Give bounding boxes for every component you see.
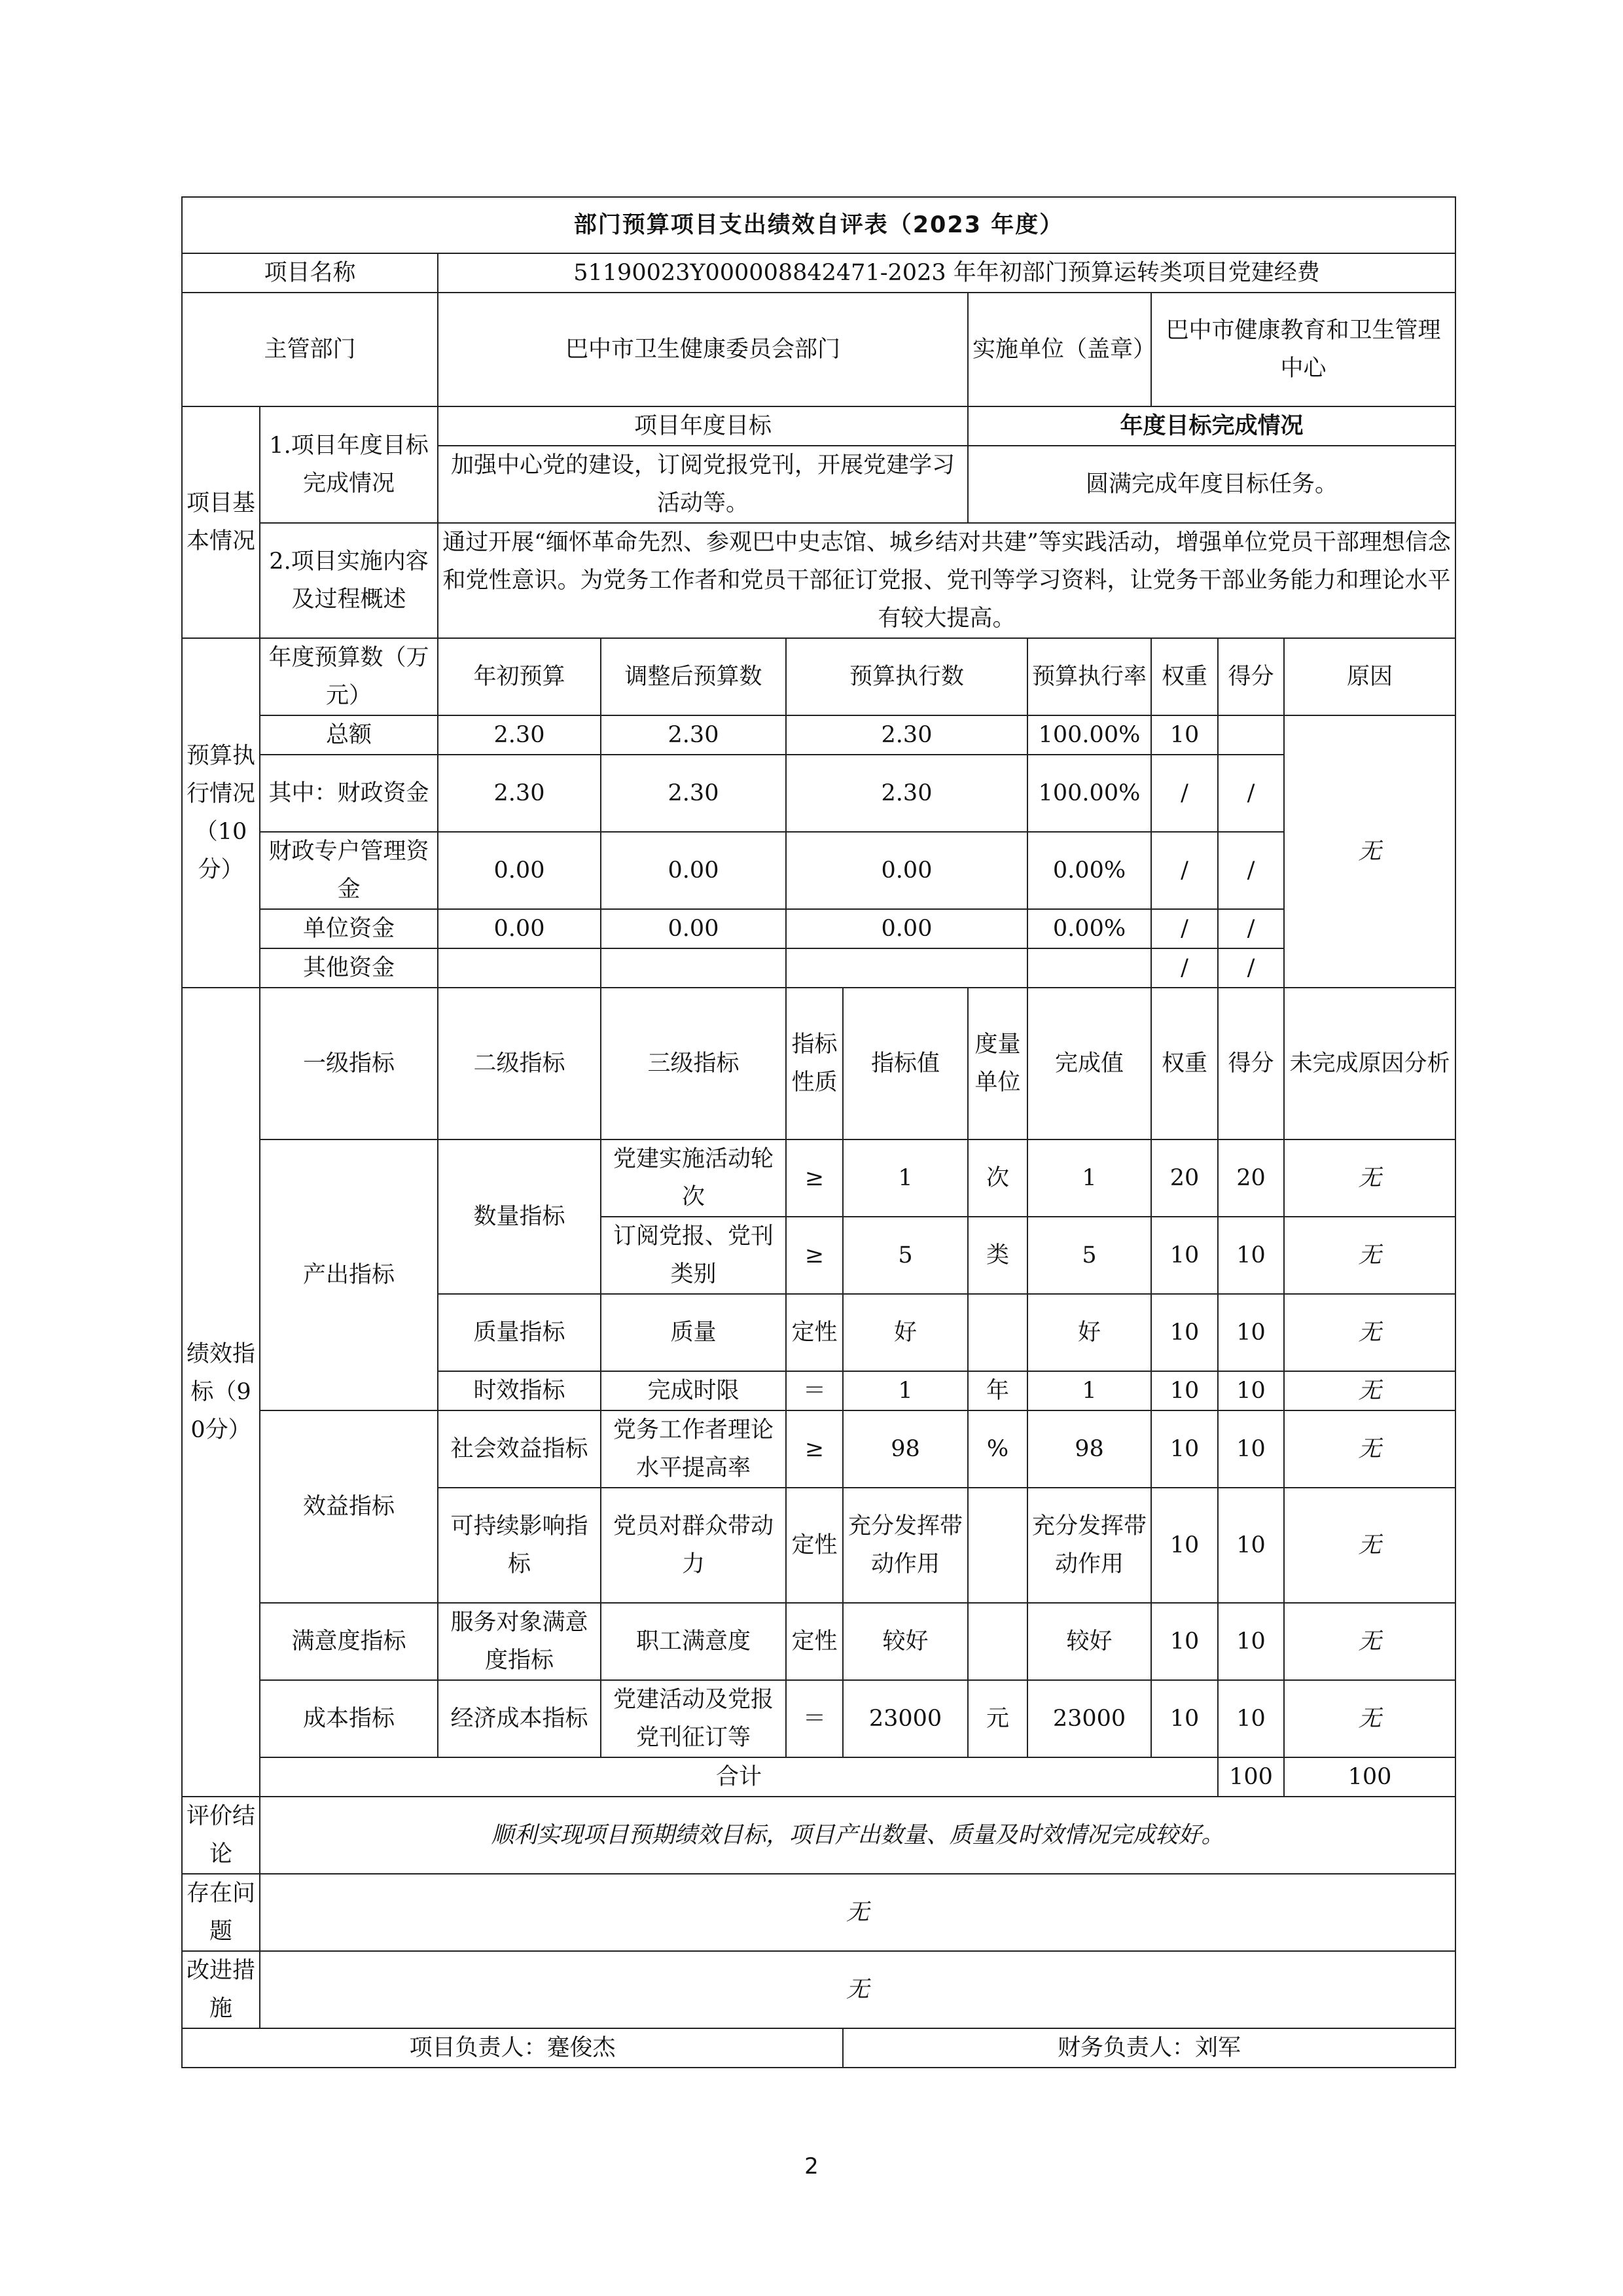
indicator-weight: 10: [1151, 1294, 1218, 1371]
performance-evaluation-form: [181, 196, 1456, 2068]
budget-score: [1218, 715, 1284, 755]
project-name-label: 项目名称: [182, 253, 438, 293]
budget-initial: 0.00: [438, 832, 601, 909]
indicator-unit: 类: [968, 1217, 1027, 1294]
perf-header: 权重: [1151, 988, 1218, 1139]
level1-benefit: 效益指标: [260, 1410, 438, 1603]
indicator-name: 党员对群众带动力: [601, 1488, 786, 1603]
budget-header: 年初预算: [438, 638, 601, 715]
annual-goal: 加强中心党的建设，订阅党报党刊，开展党建学习活动等。: [438, 446, 968, 523]
budget-executed: 0.00: [786, 832, 1027, 909]
indicator-target: 较好: [843, 1603, 968, 1680]
budget-initial: 2.30: [438, 755, 601, 832]
indicator-name: 质量: [601, 1294, 786, 1371]
level2-quantity: 数量指标: [438, 1139, 601, 1294]
indicator-score: 10: [1218, 1603, 1284, 1680]
basic-info-label: 项目基本情况: [182, 406, 260, 638]
indicator-weight: 20: [1151, 1139, 1218, 1217]
goal-status-header: 年度目标完成情况: [968, 406, 1455, 446]
dept-value: 巴中市卫生健康委员会部门: [438, 293, 968, 406]
indicator-target: 1: [843, 1371, 968, 1410]
budget-row-name: 总额: [260, 715, 438, 755]
project-lead: 项目负责人：蹇俊杰: [182, 2028, 843, 2068]
indicator-target: 1: [843, 1139, 968, 1217]
budget-weight: /: [1151, 948, 1218, 988]
perf-header: 指标值: [843, 988, 968, 1139]
indicator-target: 充分发挥带动作用: [843, 1488, 968, 1603]
perf-header: 三级指标: [601, 988, 786, 1139]
indicator-target: 5: [843, 1217, 968, 1294]
indicator-name: 党建实施活动轮次: [601, 1139, 786, 1217]
total-weight: 100: [1218, 1757, 1284, 1797]
level2-quality: 质量指标: [438, 1294, 601, 1371]
budget-weight: /: [1151, 909, 1218, 948]
level2-social: 社会效益指标: [438, 1410, 601, 1488]
budget-header: 年度预算数（万元）: [260, 638, 438, 715]
budget-header: 预算执行数: [786, 638, 1027, 715]
indicator-target: 23000: [843, 1680, 968, 1757]
indicator-reason: 无: [1284, 1603, 1455, 1680]
budget-header: 原因: [1284, 638, 1455, 715]
issues-label: 存在问题: [182, 1874, 260, 1951]
indicator-nature: 定性: [786, 1294, 843, 1371]
indicator-weight: 10: [1151, 1217, 1218, 1294]
perf-header: 得分: [1218, 988, 1284, 1139]
budget-header: 调整后预算数: [601, 638, 786, 715]
indicator-score: 10: [1218, 1294, 1284, 1371]
budget-row-name: 财政专户管理资金: [260, 832, 438, 909]
level1-output: 产出指标: [260, 1139, 438, 1410]
level2-timeliness: 时效指标: [438, 1371, 601, 1410]
budget-rate: 0.00%: [1027, 909, 1151, 948]
level1-cost: 成本指标: [260, 1680, 438, 1757]
improvement-label: 改进措施: [182, 1951, 260, 2028]
budget-executed: [786, 948, 1027, 988]
indicator-name: 职工满意度: [601, 1603, 786, 1680]
total-score: 100: [1284, 1757, 1455, 1797]
indicator-name: 党建活动及党报党刊征订等: [601, 1680, 786, 1757]
indicator-weight: 10: [1151, 1680, 1218, 1757]
indicator-score: 10: [1218, 1371, 1284, 1410]
project-name: 51190023Y000008842471-2023 年年初部门预算运转类项目党建经费: [438, 253, 1455, 293]
indicator-name: 完成时限: [601, 1371, 786, 1410]
indicator-done: 23000: [1027, 1680, 1151, 1757]
perf-header: 二级指标: [438, 988, 601, 1139]
indicator-reason: 无: [1284, 1294, 1455, 1371]
level2-service-satisfaction: 服务对象满意度指标: [438, 1603, 601, 1680]
indicator-nature: ≥: [786, 1139, 843, 1217]
indicator-weight: 10: [1151, 1410, 1218, 1488]
indicator-done: 98: [1027, 1410, 1151, 1488]
level2-economic-cost: 经济成本指标: [438, 1680, 601, 1757]
finance-lead: 财务负责人：刘军: [843, 2028, 1455, 2068]
indicator-unit: [968, 1488, 1027, 1603]
indicator-unit: [968, 1603, 1027, 1680]
budget-weight: 10: [1151, 715, 1218, 755]
indicator-reason: 无: [1284, 1371, 1455, 1410]
budget-label: 预算执行情况（10分）: [182, 638, 260, 988]
indicator-nature: ≥: [786, 1410, 843, 1488]
indicator-nature: ≥: [786, 1217, 843, 1294]
issues-text: 无: [260, 1874, 1455, 1951]
evaluation-label: 评价结论: [182, 1797, 260, 1874]
budget-weight: /: [1151, 832, 1218, 909]
indicator-unit: %: [968, 1410, 1027, 1488]
indicator-unit: 次: [968, 1139, 1027, 1217]
indicator-nature: 定性: [786, 1603, 843, 1680]
budget-executed: 2.30: [786, 715, 1027, 755]
indicator-score: 10: [1218, 1217, 1284, 1294]
budget-header: 预算执行率: [1027, 638, 1151, 715]
perf-header: 度量单位: [968, 988, 1027, 1139]
budget-executed: 0.00: [786, 909, 1027, 948]
indicator-weight: 10: [1151, 1371, 1218, 1410]
budget-adjusted: 0.00: [601, 909, 786, 948]
perf-header: 未完成原因分析: [1284, 988, 1455, 1139]
indicator-name: 订阅党报、党刊类别: [601, 1217, 786, 1294]
budget-adjusted: 0.00: [601, 832, 786, 909]
budget-rate: 0.00%: [1027, 832, 1151, 909]
budget-row-name: 其他资金: [260, 948, 438, 988]
indicator-score: 20: [1218, 1139, 1284, 1217]
indicator-reason: 无: [1284, 1488, 1455, 1603]
indicator-nature: 定性: [786, 1488, 843, 1603]
budget-initial: 2.30: [438, 715, 601, 755]
evaluation-text: 顺利实现项目预期绩效目标，项目产出数量、质量及时效情况完成较好。: [260, 1797, 1455, 1874]
indicator-nature: ＝: [786, 1680, 843, 1757]
process-label: 2.项目实施内容及过程概述: [260, 523, 438, 638]
budget-initial: [438, 948, 601, 988]
indicator-weight: 10: [1151, 1488, 1218, 1603]
goal-completion-label: 1.项目年度目标完成情况: [260, 406, 438, 523]
total-label: 合计: [260, 1757, 1218, 1797]
budget-adjusted: 2.30: [601, 715, 786, 755]
budget-reason: 无: [1284, 715, 1455, 988]
indicator-target: 好: [843, 1294, 968, 1371]
budget-header: 权重: [1151, 638, 1218, 715]
budget-weight: /: [1151, 755, 1218, 832]
indicator-reason: 无: [1284, 1410, 1455, 1488]
indicator-score: 10: [1218, 1410, 1284, 1488]
level1-satisfaction: 满意度指标: [260, 1603, 438, 1680]
budget-row-name: 其中：财政资金: [260, 755, 438, 832]
budget-row-name: 单位资金: [260, 909, 438, 948]
indicator-unit: 年: [968, 1371, 1027, 1410]
indicator-done: 1: [1027, 1139, 1151, 1217]
perf-header: 指标性质: [786, 988, 843, 1139]
indicator-score: 10: [1218, 1488, 1284, 1603]
budget-score: /: [1218, 832, 1284, 909]
dept-label: 主管部门: [182, 293, 438, 406]
budget-adjusted: 2.30: [601, 755, 786, 832]
unit-value: 巴中市健康教育和卫生管理中心: [1151, 293, 1455, 406]
budget-adjusted: [601, 948, 786, 988]
page-number: 2: [804, 2153, 819, 2179]
indicator-score: 10: [1218, 1680, 1284, 1757]
indicator-reason: 无: [1284, 1680, 1455, 1757]
budget-score: /: [1218, 755, 1284, 832]
indicator-reason: 无: [1284, 1217, 1455, 1294]
indicator-done: 5: [1027, 1217, 1151, 1294]
indicator-name: 党务工作者理论水平提高率: [601, 1410, 786, 1488]
perf-label: 绩效指标（90分）: [182, 988, 260, 1797]
budget-rate: [1027, 948, 1151, 988]
indicator-weight: 10: [1151, 1603, 1218, 1680]
indicator-nature: ＝: [786, 1371, 843, 1410]
improvement-text: 无: [260, 1951, 1455, 2028]
perf-header: 一级指标: [260, 988, 438, 1139]
level2-sustainable: 可持续影响指标: [438, 1488, 601, 1603]
budget-header: 得分: [1218, 638, 1284, 715]
indicator-done: 较好: [1027, 1603, 1151, 1680]
indicator-reason: 无: [1284, 1139, 1455, 1217]
process-description: 通过开展“缅怀革命先烈、参观巴中史志馆、城乡结对共建”等实践活动，增强单位党员干部理想信念和党性意识。为党务工作者和党员干部征订党报、党刊等学习资料，让党务干部业务能力和理论水平有较大提高。: [438, 523, 1455, 638]
indicator-done: 好: [1027, 1294, 1151, 1371]
budget-score: /: [1218, 948, 1284, 988]
unit-label: 实施单位（盖章）: [968, 293, 1151, 406]
budget-rate: 100.00%: [1027, 715, 1151, 755]
indicator-unit: 元: [968, 1680, 1027, 1757]
budget-score: /: [1218, 909, 1284, 948]
budget-executed: 2.30: [786, 755, 1027, 832]
form-title: 部门预算项目支出绩效自评表（2023 年度）: [182, 197, 1455, 253]
budget-initial: 0.00: [438, 909, 601, 948]
indicator-done: 1: [1027, 1371, 1151, 1410]
indicator-done: 充分发挥带动作用: [1027, 1488, 1151, 1603]
indicator-target: 98: [843, 1410, 968, 1488]
goal-status: 圆满完成年度目标任务。: [968, 446, 1455, 523]
perf-header: 完成值: [1027, 988, 1151, 1139]
budget-rate: 100.00%: [1027, 755, 1151, 832]
indicator-unit: [968, 1294, 1027, 1371]
goal-header: 项目年度目标: [438, 406, 968, 446]
